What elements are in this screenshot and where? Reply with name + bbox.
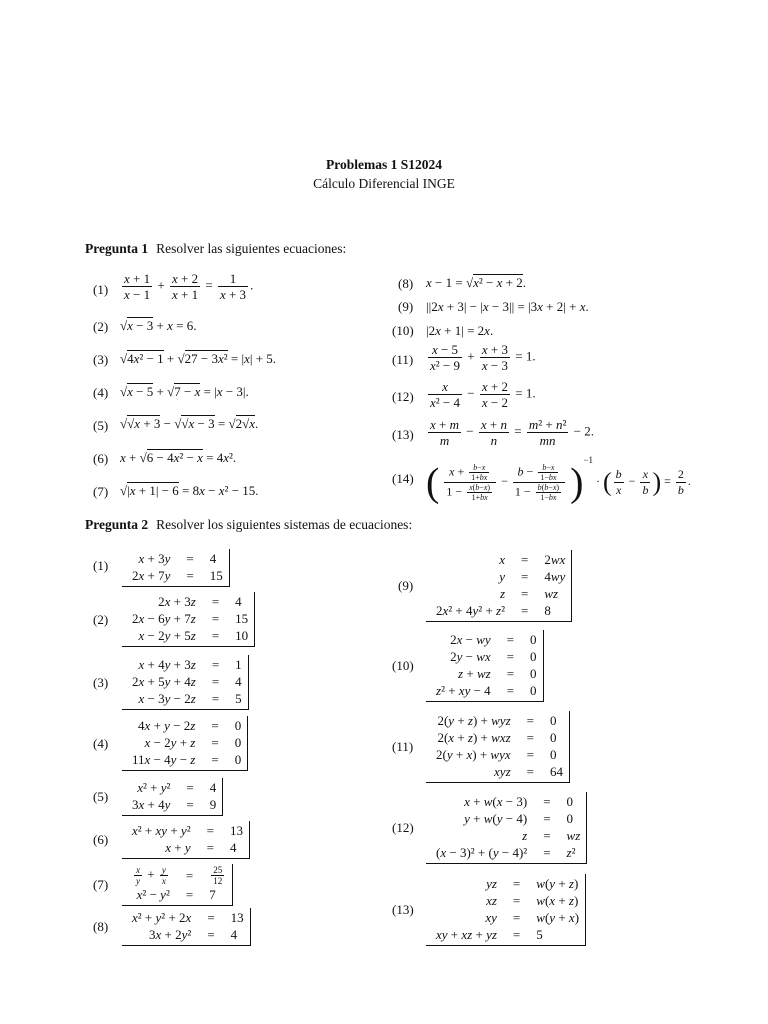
system-row: [128, 796, 220, 813]
row-rhs: 0: [566, 794, 574, 809]
system-row: [432, 585, 569, 602]
item-number: (10): [392, 323, 414, 338]
row-equals: =: [186, 568, 194, 583]
equation-system: [122, 716, 248, 775]
system-row: [432, 763, 567, 780]
system-row: [432, 926, 583, 943]
row-equals: =: [211, 691, 220, 706]
equation-system: [426, 711, 570, 787]
item-number: (8): [398, 276, 414, 291]
row-equals: =: [521, 552, 529, 567]
item-number: (13): [392, 427, 414, 442]
system-row: [432, 793, 584, 810]
document-title: Problemas 1 S12024: [325, 157, 442, 172]
row-lhs: z² + xy − 4: [436, 683, 491, 698]
system-row: [432, 909, 583, 926]
system-number: (11): [392, 739, 414, 754]
equation-system: [122, 821, 250, 863]
row-equals: =: [211, 657, 220, 672]
row-rhs: 4: [209, 780, 217, 795]
row-equals: =: [543, 845, 551, 860]
row-lhs: 2x + 5y + 4z: [132, 674, 196, 689]
equation-8: x − 1 = √x² − x + 2.: [426, 275, 526, 290]
row-equals: =: [186, 780, 194, 795]
row-equals: =: [506, 649, 515, 664]
question-1-label: Pregunta 1: [85, 241, 149, 256]
row-equals: =: [206, 823, 214, 838]
row-rhs: 4: [209, 551, 217, 566]
row-lhs: x + 3y: [138, 551, 171, 566]
equation-12: $\frac{x}{\text{x² − 4}}$ − $\frac{x + 2}{x - 2}$ = 1.: [430, 379, 536, 410]
row-lhs: x² + y² + 2x: [132, 910, 192, 925]
equation-1: $\frac{x + 1}{x - 1}$ + $\frac{x + 2}{x + 1}$ = $\frac{1}{x + 3}$ .: [124, 271, 254, 302]
system-number: (12): [392, 820, 414, 835]
item-number: (6): [93, 451, 109, 466]
system-row: [128, 610, 252, 627]
item-number: (3): [93, 352, 109, 367]
row-rhs: 4: [230, 927, 238, 942]
system-number: (1): [93, 558, 109, 573]
row-lhs: x: [499, 552, 505, 567]
row-lhs: xz: [486, 893, 497, 908]
item-number: (9): [398, 299, 414, 314]
system-row: [128, 673, 246, 690]
row-equals: =: [211, 674, 220, 689]
row-lhs: x − 2y + z: [144, 735, 196, 750]
row-lhs: x + y: [165, 840, 191, 855]
system-number: (4): [93, 736, 109, 751]
system-row: [128, 926, 248, 943]
row-lhs: x − 2y + 5z: [138, 628, 196, 643]
row-lhs: x² + xy + y²: [132, 823, 191, 838]
system-row: [432, 810, 584, 827]
system-row: [128, 734, 245, 751]
row-rhs: 4: [229, 840, 237, 855]
row-rhs: 8: [544, 603, 551, 618]
system-row: [128, 865, 230, 886]
row-equals: =: [543, 811, 551, 826]
row-rhs: 2wx: [544, 552, 566, 567]
row-rhs: 0: [549, 730, 557, 745]
item-number: (14): [392, 471, 414, 486]
row-rhs: w(y + x): [536, 910, 580, 925]
system-number: (6): [93, 832, 109, 847]
system-number: (10): [392, 658, 414, 673]
system-number: (8): [93, 919, 109, 934]
row-lhs: 2x² + 4y² + z²: [436, 603, 505, 618]
row-equals: =: [211, 752, 219, 767]
system-row: [128, 690, 246, 707]
equation-system: [426, 630, 544, 706]
row-lhs: y + w(y − 4): [464, 811, 528, 826]
equation-system: [426, 550, 572, 626]
row-equals: =: [512, 893, 521, 908]
row-lhs: 2x − wy: [450, 632, 491, 647]
row-equals: =: [206, 840, 214, 855]
system-row: [432, 892, 583, 909]
row-rhs: 0: [234, 718, 242, 733]
equation-system: [122, 549, 230, 591]
row-lhs: 3x + 2y²: [149, 927, 192, 942]
row-equals: =: [526, 713, 534, 728]
row-rhs: 4: [235, 594, 242, 609]
row-rhs: 5: [536, 927, 543, 942]
row-lhs: 2(y + x) + wyx: [436, 747, 511, 762]
row-rhs: 0: [234, 752, 242, 767]
question-2-text: Resolver los siguientes sistemas de ecuaciones:: [156, 517, 413, 532]
system-number: (5): [93, 789, 109, 804]
row-rhs: 5: [235, 691, 242, 706]
row-equals: =: [506, 666, 515, 681]
question-1-text: Resolver las siguientes ecuaciones:: [156, 241, 347, 256]
row-equals: =: [185, 868, 194, 883]
question-2-heading: [85, 517, 412, 533]
system-row: [432, 682, 541, 699]
row-lhs: 11x − 4y − z: [132, 752, 196, 767]
row-lhs: x + 4y + 3z: [138, 657, 196, 672]
system-row: [432, 746, 567, 763]
row-rhs: 1: [235, 657, 242, 672]
row-equals: =: [211, 594, 220, 609]
equation-system: [122, 908, 251, 950]
system-number: (7): [93, 877, 109, 892]
row-rhs: 9: [209, 797, 217, 812]
row-lhs: x² + y²: [137, 780, 171, 795]
row-lhs: x² − y²: [136, 887, 170, 902]
row-lhs: 2y − wx: [450, 649, 491, 664]
row-equals: =: [506, 632, 515, 647]
system-row: [128, 656, 246, 673]
item-number: (11): [392, 352, 414, 367]
row-lhs: x − 3y − 2z: [138, 691, 196, 706]
row-lhs: 2(x + z) + wxz: [437, 730, 511, 745]
system-row: [432, 568, 569, 585]
document-subtitle: Cálculo Diferencial INGE: [313, 176, 455, 191]
system-number: (13): [392, 902, 414, 917]
row-equals: =: [526, 764, 534, 779]
row-equals: =: [211, 718, 219, 733]
row-rhs: wz: [566, 828, 581, 843]
system-row: [128, 593, 252, 610]
system-row: [432, 827, 584, 844]
row-lhs: y: [499, 569, 505, 584]
system-row: [128, 779, 220, 796]
row-rhs: w(x + z): [536, 893, 579, 908]
equation-system: [122, 864, 233, 910]
row-equals: =: [211, 735, 219, 750]
question-2-label: Pregunta 2: [85, 517, 149, 532]
equation-14: ( x + $\frac{b-x}{1+bx}$ 1 − $\frac{x(b-x)}{1+bx}$ − b − $\frac{b-x}{1-bx}$ 1 − $\frac{b(b-x)}{1-bx}$ )$^{-1}$ · ( $\frac{b}{x}$ − $\frac{x}{b}$ ) = $\frac{2}{b}$ .: [426, 455, 691, 505]
row-lhs: z + wz: [458, 666, 491, 681]
row-rhs: 64: [549, 764, 563, 779]
row-lhs: z: [499, 586, 505, 601]
equation-system: [122, 655, 249, 714]
equation-6: x + √6 − 4x² − x = 4x².: [120, 450, 237, 465]
row-rhs: 0: [549, 713, 557, 728]
equation-2: √x − 3 + x = 6.: [120, 318, 197, 333]
row-rhs: 15: [209, 568, 223, 583]
row-lhs: (x − 3)² + (y − 4)²: [436, 845, 528, 860]
row-equals: =: [526, 730, 534, 745]
row-rhs: 13: [230, 910, 244, 925]
question-1-heading: [85, 241, 346, 257]
system-number: (2): [93, 612, 109, 627]
system-row: [128, 886, 230, 903]
item-number: (12): [392, 389, 414, 404]
row-rhs: $\frac{25}{12}$: [213, 865, 223, 886]
system-row: [128, 839, 247, 856]
system-row: [128, 822, 247, 839]
row-equals: =: [211, 611, 220, 626]
system-row: [128, 567, 227, 584]
row-rhs: 0: [530, 666, 537, 681]
equation-system: [426, 874, 586, 950]
system-row: [128, 751, 245, 768]
row-equals: =: [543, 794, 551, 809]
row-lhs: 4x + y − 2z: [138, 718, 196, 733]
row-lhs: 3x + 4y: [132, 797, 171, 812]
row-rhs: 15: [235, 611, 249, 626]
system-number: (3): [93, 675, 109, 690]
row-rhs: 0: [530, 683, 537, 698]
row-rhs: 0: [234, 735, 242, 750]
row-equals: =: [512, 910, 521, 925]
row-lhs: xyz: [494, 764, 511, 779]
row-rhs: wz: [544, 586, 559, 601]
equation-7: √|x + 1| − 6 = 8x − x² − 15.: [120, 483, 259, 498]
equation-system: [426, 792, 587, 868]
row-rhs: 0: [530, 632, 537, 647]
row-lhs: 2(y + z) + wyz: [437, 713, 511, 728]
equation-5: √√x + 3 − √√x − 3 = √2√x.: [120, 416, 259, 431]
row-lhs: 2x − 6y + 7z: [132, 611, 196, 626]
system-row: [432, 551, 569, 568]
item-number: (7): [93, 484, 109, 499]
equation-4: √x − 5 + √7 − x = |x − 3|.: [120, 384, 249, 399]
row-equals: =: [207, 927, 215, 942]
row-equals: =: [506, 683, 515, 698]
item-number: (5): [93, 418, 109, 433]
item-number: (4): [93, 385, 109, 400]
row-lhs: xy: [485, 910, 497, 925]
equation-system: [122, 592, 255, 651]
equation-system: [122, 778, 223, 820]
system-row: [432, 844, 584, 861]
row-equals: =: [211, 628, 220, 643]
row-rhs: 4: [235, 674, 242, 689]
system-row: [432, 712, 567, 729]
row-rhs: 13: [229, 823, 243, 838]
system-row: [128, 627, 252, 644]
system-row: [432, 648, 541, 665]
row-rhs: 0: [530, 649, 537, 664]
system-number: (9): [398, 578, 414, 593]
row-lhs: xy + xz + yz: [436, 927, 497, 942]
row-rhs: z²: [566, 845, 576, 860]
system-row: [128, 550, 227, 567]
row-equals: =: [512, 876, 521, 891]
equation-10: |2x + 1| = 2x.: [426, 323, 494, 338]
row-equals: =: [521, 603, 529, 618]
row-lhs: z: [522, 828, 528, 843]
equation-11: $\frac{x - 5}{\text{x² − 9}}$ + $\frac{x + 3}{x - 3}$ = 1.: [430, 342, 536, 373]
row-rhs: 0: [549, 747, 557, 762]
row-equals: =: [521, 586, 529, 601]
row-lhs: 2x + 3z: [158, 594, 196, 609]
row-rhs: 0: [566, 811, 574, 826]
row-rhs: 7: [209, 887, 216, 902]
system-row: [128, 909, 248, 926]
system-row: [128, 717, 245, 734]
row-rhs: 4wy: [544, 569, 566, 584]
system-row: [432, 665, 541, 682]
system-row: [432, 729, 567, 746]
equation-9: ||2x + 3| − |x − 3|| = |3x + 2| + x.: [426, 299, 589, 314]
equation-3: √4x² − 1 + √27 − 3x² = |x| + 5.: [120, 351, 277, 366]
system-row: [432, 602, 569, 619]
row-equals: =: [186, 797, 194, 812]
system-row: [432, 631, 541, 648]
row-equals: =: [186, 551, 194, 566]
row-equals: =: [512, 927, 521, 942]
row-lhs: $\frac{x}{y}$ + $\frac{y}{x}$: [136, 865, 166, 886]
row-equals: =: [521, 569, 529, 584]
system-row: [432, 875, 583, 892]
row-equals: =: [543, 828, 551, 843]
row-equals: =: [207, 910, 215, 925]
row-rhs: w(y + z): [536, 876, 579, 891]
row-lhs: yz: [486, 876, 497, 891]
item-number: (2): [93, 319, 109, 334]
row-lhs: 2x + 7y: [132, 568, 171, 583]
item-number: (1): [93, 282, 109, 297]
row-equals: =: [185, 887, 194, 902]
row-rhs: 10: [235, 628, 249, 643]
row-lhs: x + w(x − 3): [464, 794, 528, 809]
equation-13: $\frac{x + m}{m}$ − $\frac{x + n}{n}$ = $\frac{\text{m² + n²}}{mn}$ − 2.: [430, 417, 594, 448]
row-equals: =: [526, 747, 534, 762]
